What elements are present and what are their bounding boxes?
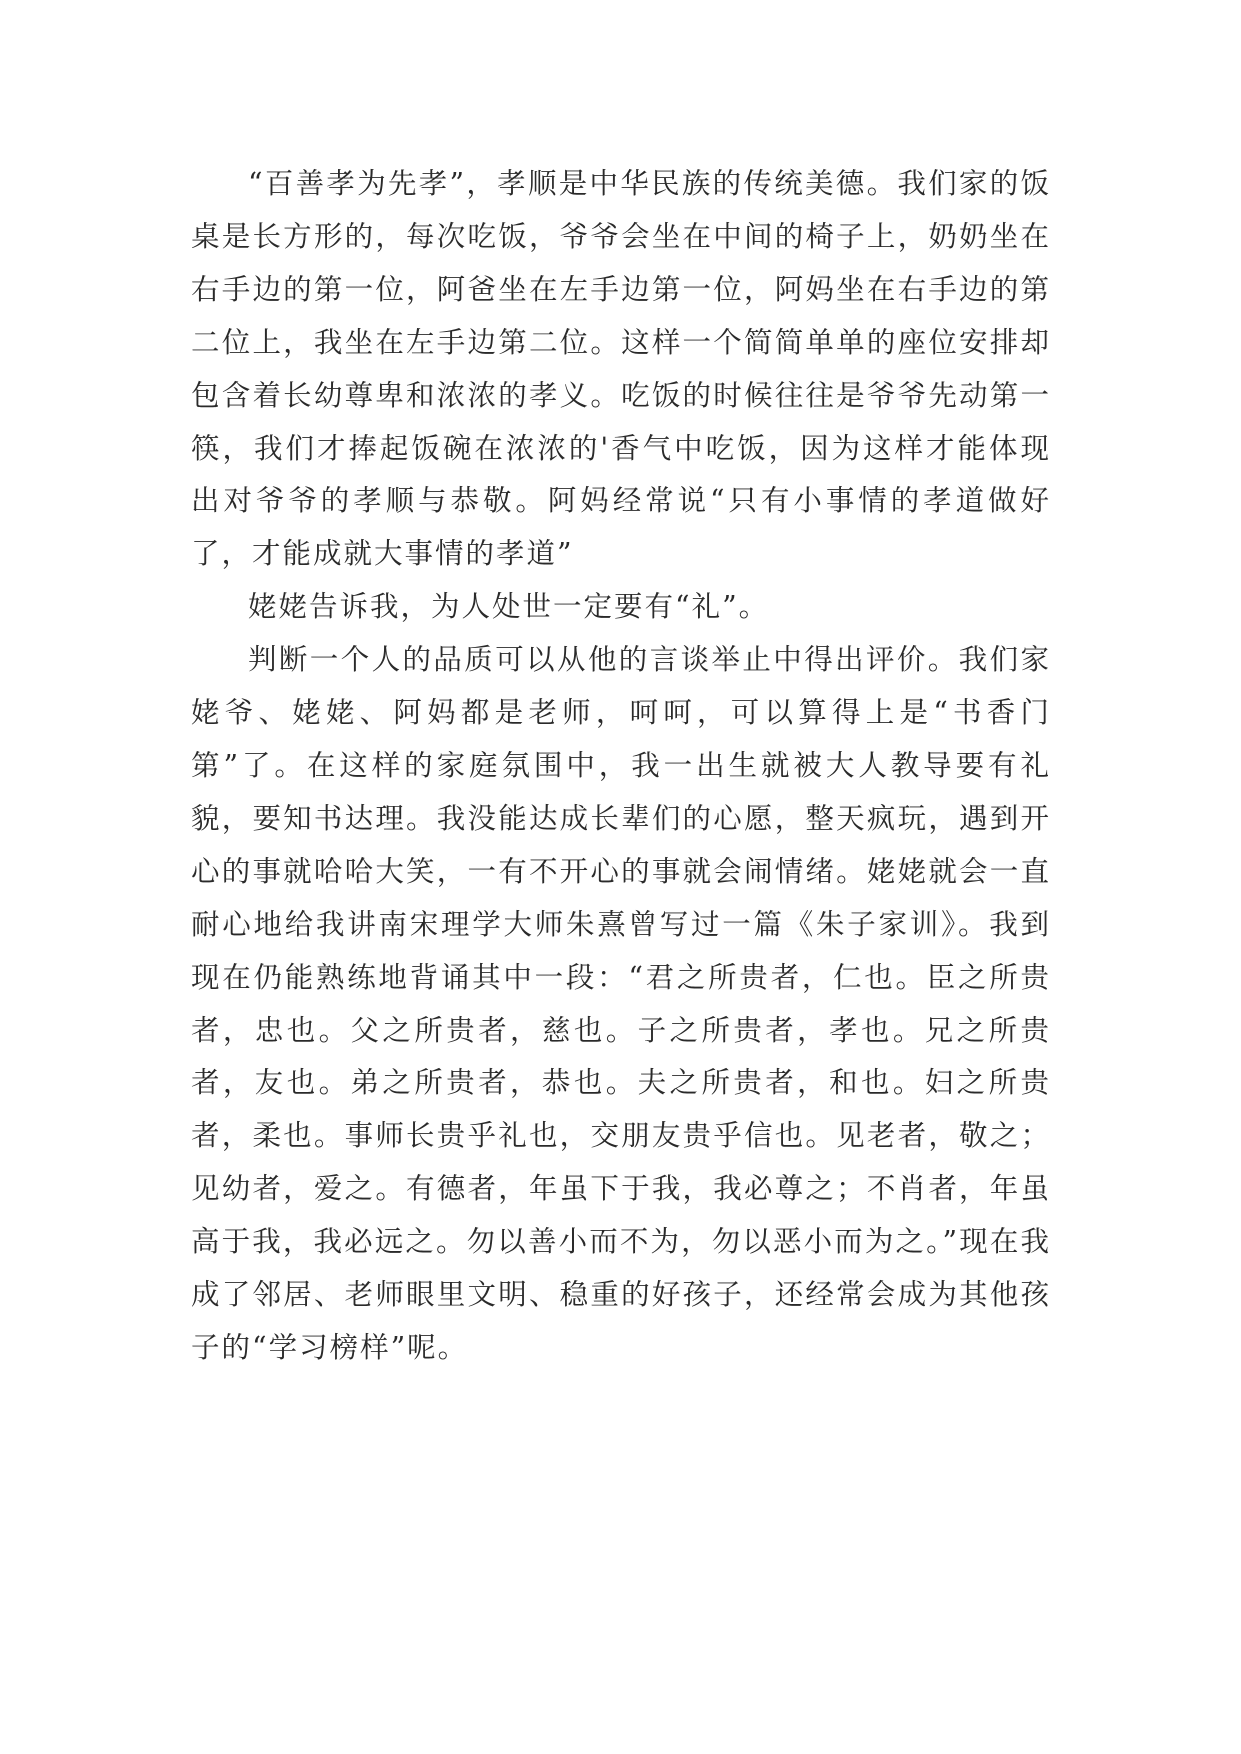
- document-body: [191, 158, 1051, 1375]
- paragraph-family-teachings: 判断一个人的品质可以从他的言谈举止中得出评价。我们家姥爷、姥姥、阿妈都是老师，呵呵，可以算得上是“书香门第”了。在这样的家庭氛围中，我一出生就被大人教导要有礼貌，要知书达理。我没能达成长辈们的心愿，整天疯玩，遇到开心的事就哈哈大笑，一有不开心的事就会闹情绪。姥姥就会一直耐心地给我讲南宋理学大师朱熹曾写过一篇《朱子家训》。我到现在仍能熟练地背诵其中一段：“君之所贵者，仁也。臣之所贵者，忠也。父之所贵者，慈也。子之所贵者，孝也。兄之所贵者，友也。弟之所贵者，恭也。夫之所贵者，和也。妇之所贵者，柔也。事师长贵乎礼也，交朋友贵乎信也。见老者，敬之；见幼者，爱之。有德者，年虽下于我，我必尊之；不肖者，年虽高于我，我必远之。勿以善小而不为，勿以恶小而为之。”现在我成了邻居、老师眼里文明、稳重的好孩子，还经常会成为其他孩子的“学习榜样”呢。: [191, 643, 1051, 1364]
- paragraph-grandma-courtesy: 姥姥告诉我，为人处世一定要有“礼”。: [248, 590, 770, 624]
- paragraph-filial-piety: “百善孝为先孝”，孝顺是中华民族的传统美德。我们家的饭桌是长方形的，每次吃饭，爷爷会坐在中间的椅子上，奶奶坐在右手边的第一位，阿爸坐在左手边第一位，阿妈坐在右手边的第二位上，我坐在左手边第二位。这样一个简简单单的座位安排却包含着长幼尊卑和浓浓的孝义。吃饭的时候往往是爷爷先动第一筷，我们才捧起饭碗在浓浓的'香气中吃饭，因为这样才能体现出对爷爷的孝顺与恭敬。阿妈经常说“只有小事情的孝道做好了，才能成就大事情的孝道”: [191, 167, 1051, 571]
